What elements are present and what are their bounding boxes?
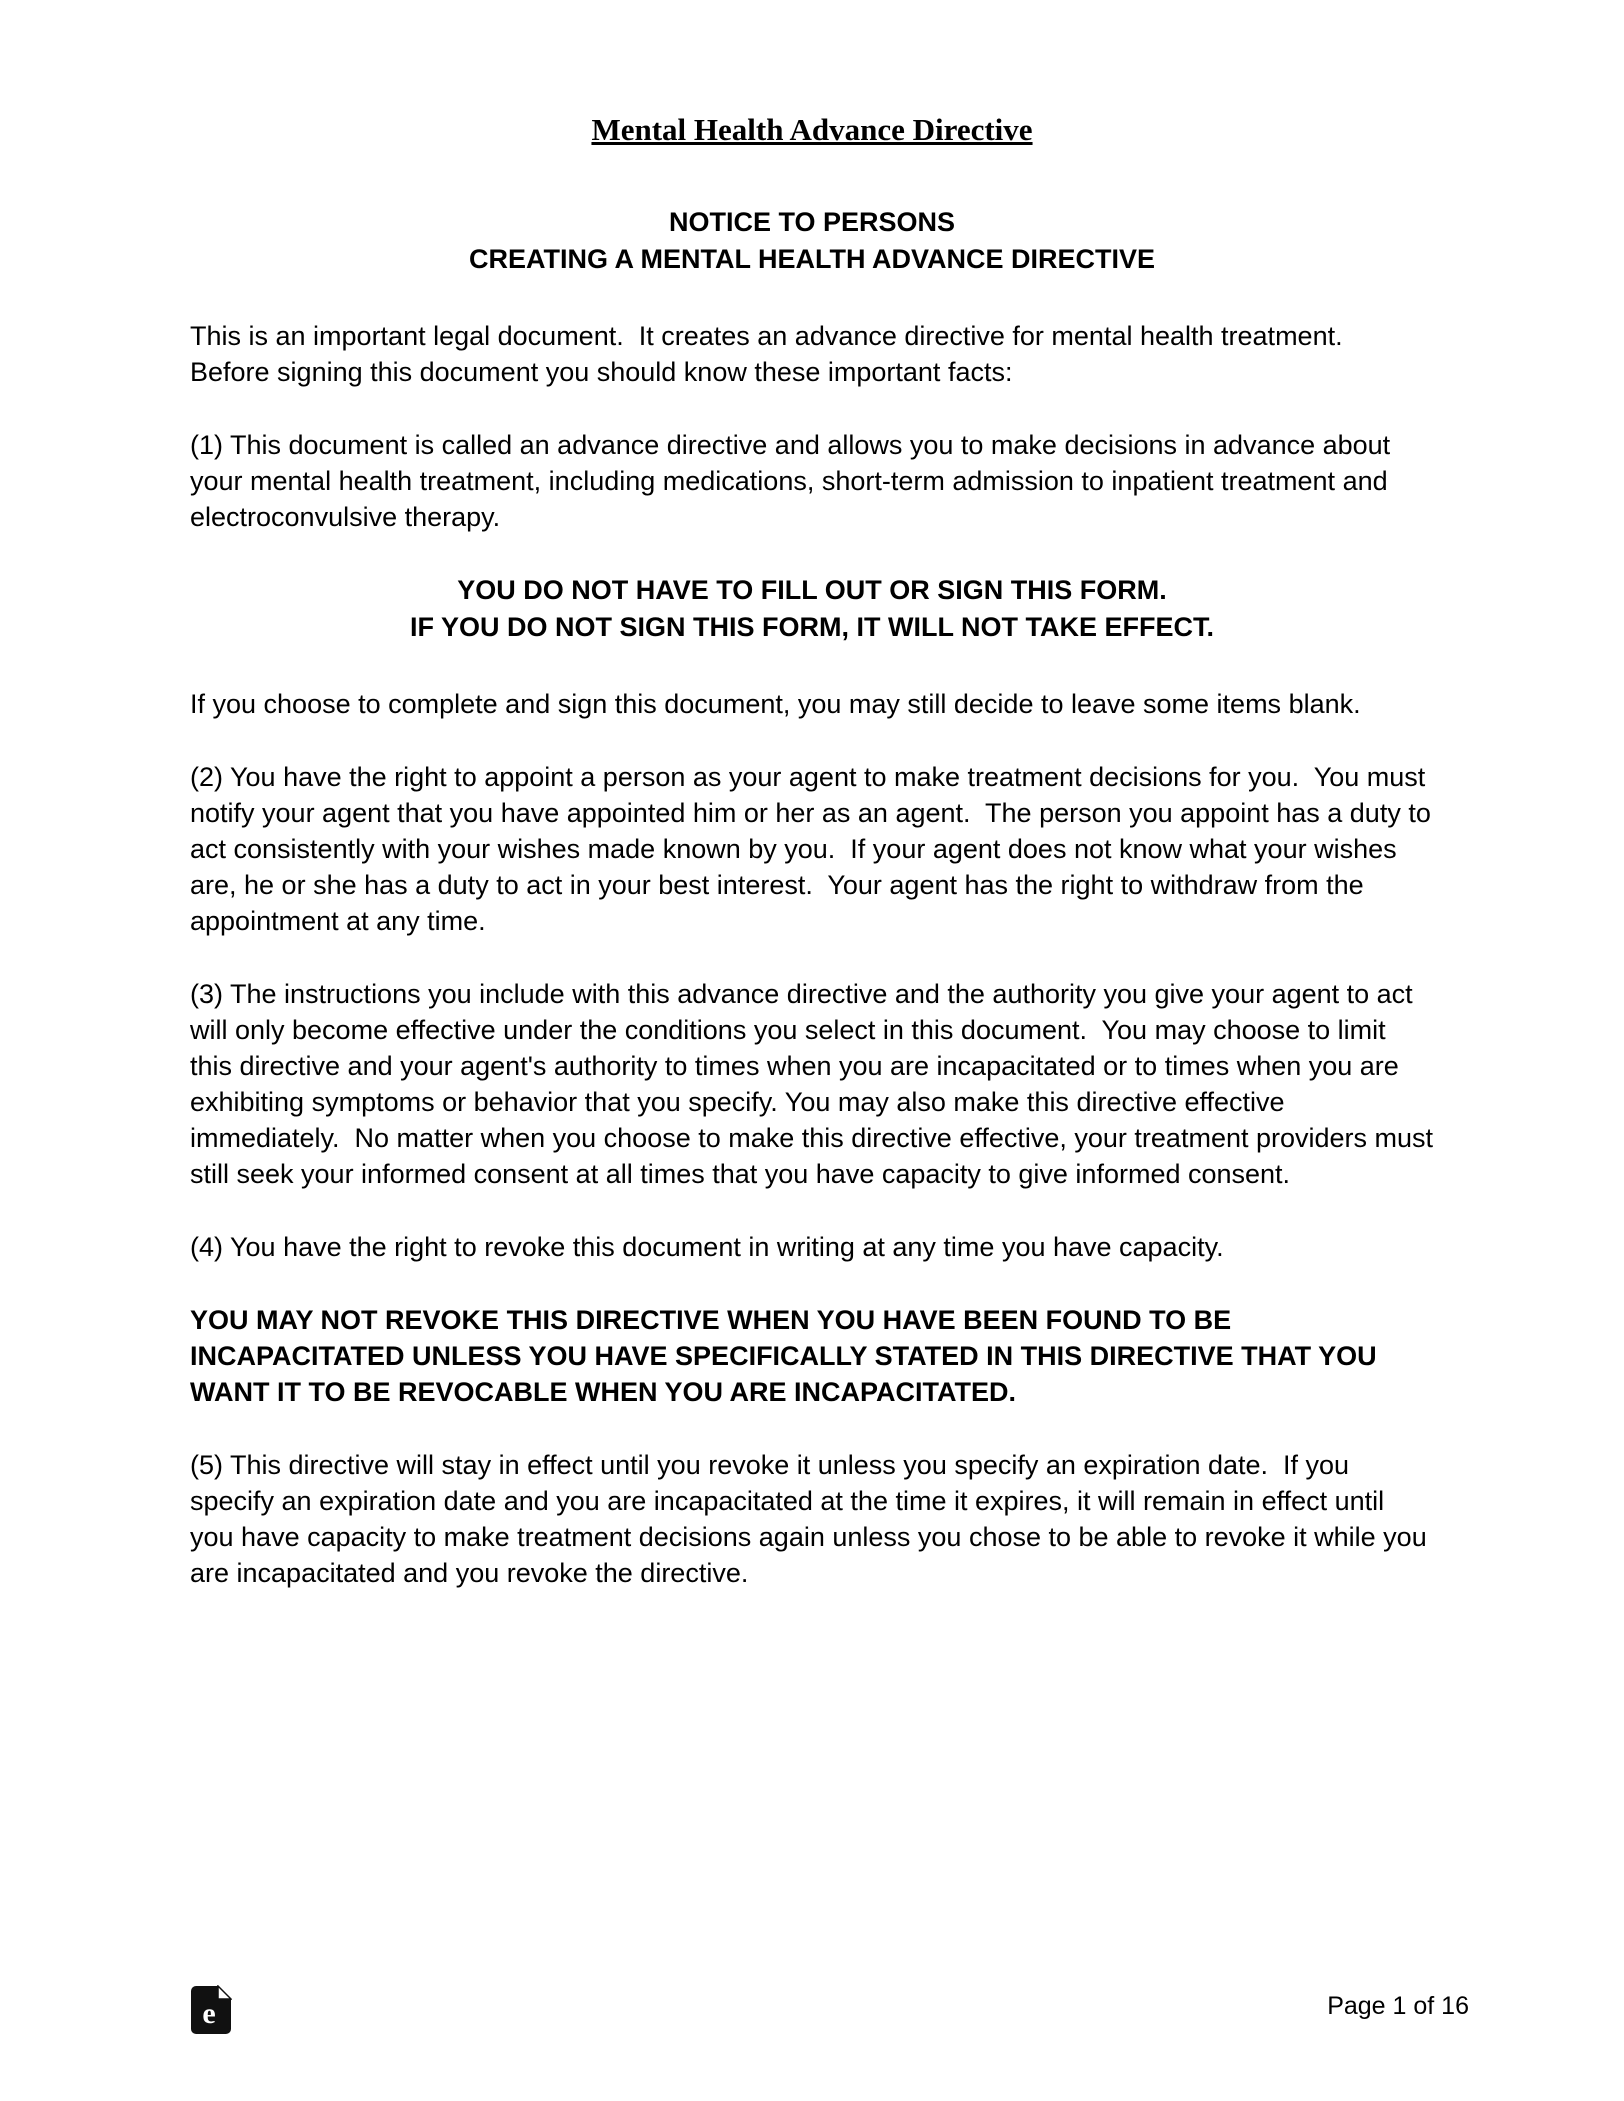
sign-warning-block [190,572,1434,646]
notice-heading [190,204,1434,278]
paragraph-revoke-warning: YOU MAY NOT REVOKE THIS DIRECTIVE WHEN YOU HAVE BEEN FOUND TO BE INCAPACITATED UNLESS YOU HAVE SPECIFICALLY STATED IN THIS DIRECTIVE THAT YOU WANT IT TO BE REVOCABLE WHEN YOU ARE INCAPACITATED. [190,1305,1385,1407]
paragraph-item-3: (3) The instructions you include with this advance directive and the authority you give your agent to act will only become effective under the conditions you select in this document. You may choose to limit this directive and your agent's authority to times when you are incapacitated or to times when you are exhibiting symptoms or behavior that you specify. You may also make this directive effective immediately. No matter when you choose to make this directive effective, your treatment providers must still seek your informed consent at all times that you have capacity to give informed consent. [190,979,1441,1189]
document-fold-icon [190,1985,232,2035]
paragraph-item-5: (5) This directive will stay in effect until you revoke it unless you specify an expiration date. If you specify an expiration date and you are incapacitated at the time it expires, it will remain in effect until you have capacity to make treatment decisions again unless you chose to be able to revoke it while you are incapacitated and you revoke the directive. [190,1450,1435,1588]
paragraph-item-4: (4) You have the right to revoke this document in writing at any time you have capacity. [190,1232,1224,1262]
svg-text:e: e [202,1997,216,2030]
notice-heading-line2: CREATING A MENTAL HEALTH ADVANCE DIRECTIVE [469,244,1155,274]
sign-warning-line2: IF YOU DO NOT SIGN THIS FORM, IT WILL NOT TAKE EFFECT. [410,612,1214,642]
notice-heading-line1: NOTICE TO PERSONS [668,207,956,237]
paragraph-intro: This is an important legal document. It creates an advance directive for mental health treatment. Before signing this document you should know these important facts: [190,321,1358,387]
paragraph-item-2: (2) You have the right to appoint a person as your agent to make treatment decisions for you. You must notify your agent that you have appointed him or her as an agent. The person you appoint has a duty to act consistently with your wishes made known by you. If your agent does not know what your wishes are, he or she has a duty to act in your best interest. Your agent has the right to withdraw from the appointment at any time. [190,762,1439,936]
eforms-logo-icon [190,1985,232,2035]
document-title: Mental Health Advance Directive [591,112,1033,147]
paragraph-choose-note: If you choose to complete and sign this document, you may still decide to leave some items blank. [190,689,1361,719]
sign-warning-line1: YOU DO NOT HAVE TO FILL OUT OR SIGN THIS FORM. [457,575,1167,605]
paragraph-item-1: (1) This document is called an advance directive and allows you to make decisions in advance about your mental health treatment, including medications, short-term admission to inpatient treatment and electroconvulsive therapy. [190,430,1398,532]
page-number-label: Page 1 of 16 [1327,1992,1469,2020]
